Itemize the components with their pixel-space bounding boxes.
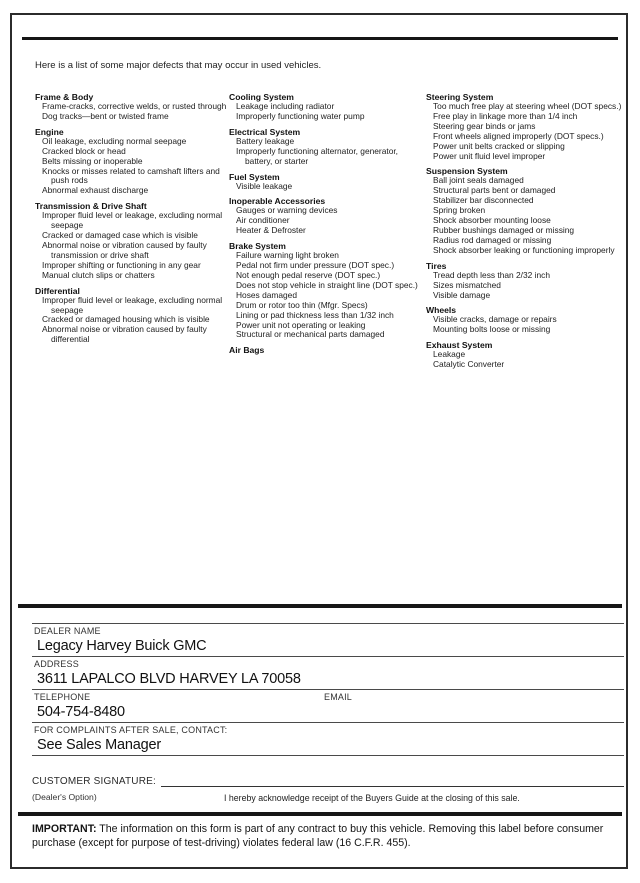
acknowledgement-text: I hereby acknowledge receipt of the Buyers Guide at the closing of this sale.	[224, 793, 520, 803]
defect-category-heading: Fuel System	[229, 171, 280, 182]
dealer-info-form	[32, 623, 624, 756]
dealer-name-value: Legacy Harvey Buick GMC	[37, 638, 207, 654]
defect-item: Free play in linkage more than 1/4 inch	[433, 110, 578, 121]
defect-section	[229, 196, 426, 236]
customer-signature-line[interactable]	[161, 775, 624, 787]
defect-item: Abnormal noise or vibration caused by faulty differential	[42, 324, 207, 345]
signature-note-row	[32, 792, 624, 806]
defect-item: Oil leakage, excluding normal seepage	[42, 135, 187, 146]
defect-item: Not enough pedal reserve (DOT spec.)	[236, 269, 381, 280]
defect-section	[229, 172, 426, 192]
defect-item: Power unit fluid level improper	[433, 150, 546, 161]
defects-intro-text: Here is a list of some major defects that may occur in used vehicles.	[35, 60, 322, 71]
customer-signature-row	[32, 775, 624, 787]
important-notice	[32, 823, 618, 850]
defect-item: Front wheels aligned improperly (DOT specs.)	[433, 130, 604, 141]
important-label: IMPORTANT:	[32, 823, 97, 835]
telephone-email-row	[32, 689, 624, 722]
defect-item: Hoses damaged	[236, 289, 297, 300]
defects-column-1	[35, 92, 229, 375]
complaints-contact-label: FOR COMPLAINTS AFTER SALE, CONTACT:	[34, 725, 228, 735]
defect-item: Belts missing or inoperable	[42, 155, 143, 166]
defect-category-heading: Engine	[35, 126, 64, 137]
email-value	[324, 703, 624, 721]
defect-item: Steering gear binds or jams	[433, 120, 536, 131]
defect-item: Improper fluid level or leakage, excluding normal seepage	[42, 210, 223, 231]
middle-divider-rule	[18, 604, 622, 608]
defect-item: Cracked or damaged case which is visible	[42, 230, 198, 241]
defect-section	[426, 305, 625, 335]
defect-section	[229, 345, 426, 355]
defect-category-heading: Steering System	[426, 92, 494, 102]
defect-item: Catalytic Converter	[433, 359, 505, 370]
defect-item: Battery leakage	[236, 135, 295, 146]
defect-item: Pedal not firm under pressure (DOT spec.)	[236, 260, 395, 271]
defect-item: Improper fluid level or leakage, excluding normal seepage	[42, 294, 223, 315]
defect-item: Ball joint seals damaged	[433, 175, 524, 186]
bottom-divider-rule	[18, 812, 622, 816]
buyers-guide-back-page	[10, 13, 628, 869]
dealer-name-row	[32, 623, 624, 656]
defect-item: Power unit not operating or leaking	[236, 319, 366, 330]
defect-category-heading: Tires	[426, 260, 447, 271]
defect-section	[35, 286, 229, 346]
defect-item: Shock absorber mounting loose	[433, 215, 551, 226]
defect-category-heading: Electrical System	[229, 126, 301, 137]
defect-item: Structural or mechanical parts damaged	[236, 329, 385, 340]
defect-item: Lining or pad thickness less than 1/32 inch	[236, 309, 394, 320]
defect-section	[426, 261, 625, 301]
top-divider-rule	[22, 37, 618, 40]
address-label: ADDRESS	[34, 659, 79, 669]
defect-item: Sizes mismatched	[433, 279, 501, 290]
email-label: EMAIL	[324, 692, 353, 702]
defect-item: Does not stop vehicle in straight line (DOT spec.)	[236, 279, 418, 290]
defect-section	[426, 166, 625, 255]
defect-item: Spring broken	[433, 205, 486, 216]
defect-item: Improperly functioning water pump	[236, 110, 365, 121]
defect-section	[229, 127, 426, 167]
defect-item: Manual clutch slips or chatters	[42, 269, 155, 280]
dealers-option-note: (Dealer's Option)	[32, 792, 97, 802]
defect-item: Tread depth less than 2/32 inch	[433, 269, 551, 280]
defect-item: Drum or rotor too thin (Mfgr. Specs)	[236, 299, 368, 310]
defect-item: Too much free play at steering wheel (DOT specs.)	[433, 101, 622, 111]
defect-item: Power unit belts cracked or slipping	[433, 140, 565, 151]
important-text: The information on this form is part of any contract to buy this vehicle. Removing this label before consumer purchase (except for purpose of test-driving) violates federal law (16 C.F.R. 455).	[32, 823, 604, 849]
defect-item: Radius rod damaged or missing	[433, 234, 552, 245]
defect-item: Heater & Defroster	[236, 225, 306, 236]
telephone-label: TELEPHONE	[34, 692, 91, 702]
defect-item: Gauges or warning devices	[236, 205, 338, 216]
defect-item: Abnormal noise or vibration caused by faulty transmission or drive shaft	[42, 239, 207, 260]
defect-item: Stabilizer bar disconnected	[433, 195, 534, 206]
defect-item: Abnormal exhaust discharge	[42, 185, 149, 196]
defects-list	[35, 92, 625, 375]
defect-item: Visible leakage	[236, 180, 293, 191]
defect-item: Mounting bolts loose or missing	[433, 324, 551, 335]
address-value: 3611 LAPALCO BLVD HARVEY LA 70058	[37, 671, 301, 687]
defect-category-heading: Exhaust System	[426, 340, 493, 351]
defect-section	[35, 127, 229, 196]
defect-item: Cracked block or head	[42, 145, 126, 156]
complaints-contact-value: See Sales Manager	[37, 737, 161, 753]
defect-item: Frame-cracks, corrective welds, or rusted through	[42, 101, 227, 111]
customer-signature-label: CUSTOMER SIGNATURE:	[32, 776, 156, 787]
defect-item: Improperly functioning alternator, generator, battery, or starter	[236, 145, 399, 166]
defect-category-heading: Cooling System	[229, 92, 294, 102]
defect-item: Cracked or damaged housing which is visible	[42, 314, 210, 325]
defects-column-2	[229, 92, 426, 375]
defect-category-heading: Brake System	[229, 241, 286, 252]
defect-category-heading: Differential	[35, 285, 80, 296]
defect-section	[426, 340, 625, 370]
defect-item: Failure warning light broken	[236, 250, 339, 261]
defect-item: Leakage including radiator	[236, 101, 335, 111]
defect-item: Rubber bushings damaged or missing	[433, 224, 575, 235]
defect-item: Air conditioner	[236, 215, 290, 226]
defect-item: Dog tracks—bent or twisted frame	[42, 110, 169, 121]
defect-item: Shock absorber leaking or functioning improperly	[433, 244, 615, 255]
defect-section	[229, 241, 426, 340]
defect-section	[426, 92, 625, 161]
telephone-value: 504-754-8480	[37, 704, 125, 720]
complaints-contact-row	[32, 722, 624, 756]
defect-category-heading: Suspension System	[426, 166, 508, 177]
defect-item: Structural parts bent or damaged	[433, 185, 556, 196]
defects-column-3	[426, 92, 625, 375]
address-row	[32, 656, 624, 689]
dealer-name-label: DEALER NAME	[34, 626, 101, 636]
defect-category-heading: Frame & Body	[35, 92, 94, 102]
defect-category-heading: Transmission & Drive Shaft	[35, 201, 147, 212]
defect-item: Knocks or misses related to camshaft lifters and push rods	[42, 165, 220, 186]
defect-section	[35, 201, 229, 280]
defect-category-heading: Inoperable Accessories	[229, 196, 326, 207]
defect-category-heading: Wheels	[426, 305, 457, 316]
defect-section	[229, 92, 426, 122]
defect-item: Visible cracks, damage or repairs	[433, 314, 557, 325]
defect-item: Improper shifting or functioning in any gear	[42, 259, 201, 270]
defect-item: Visible damage	[433, 289, 491, 300]
defect-section	[35, 92, 229, 122]
defect-item: Leakage	[433, 349, 466, 360]
defect-category-heading: Air Bags	[229, 345, 265, 356]
